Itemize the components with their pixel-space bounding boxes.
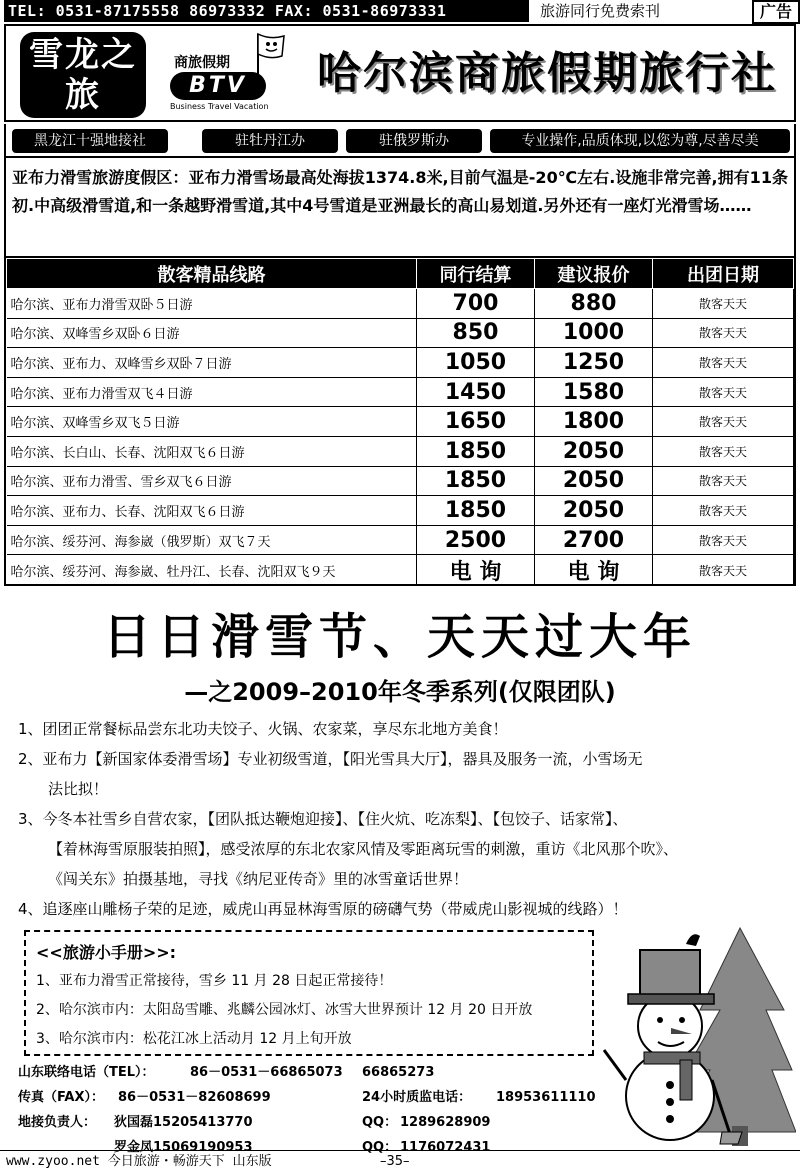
qq-2: 1176072431	[400, 1140, 491, 1155]
suggested-price-cell: 1250	[535, 348, 653, 378]
handbook-item: 2、哈尔滨市内：太阳岛雪雕、兆麟公园冰灯、冰雪大世界预计 12 月 20 日开放	[36, 1002, 533, 1018]
suggested-price-cell: 2050	[535, 436, 653, 466]
table-row	[7, 348, 794, 378]
qq-label-1: QQ：	[362, 1115, 398, 1130]
table-row	[7, 318, 794, 348]
departure-date-cell: 散客天天	[653, 407, 794, 437]
festival-title: 日日滑雪节、天天过大年	[102, 609, 697, 665]
logo-btv-cn: 商旅假期	[174, 55, 230, 71]
departure-date-cell: 散客天天	[653, 348, 794, 378]
table-row	[7, 525, 794, 555]
flag-icon	[252, 32, 286, 76]
company-name: 哈尔滨商旅假期旅行社	[317, 48, 777, 99]
route-cell: 哈尔滨、亚布力、长春、沈阳双飞６日游	[7, 496, 417, 526]
monitor-label: 24小时质监电话：	[362, 1090, 472, 1105]
tag-bar	[4, 124, 796, 158]
route-cell: 哈尔滨、亚布力滑雪双飞４日游	[7, 377, 417, 407]
table-row	[7, 436, 794, 466]
handbook-item: 1、亚布力滑雪正常接待，雪乡 11 月 28 日起正常接待！	[36, 973, 393, 989]
logo-btv-en: Business Travel Vacation	[170, 102, 269, 111]
net-price-cell: 1050	[417, 348, 535, 378]
net-price-cell: 1850	[417, 466, 535, 496]
festival-item: 1、团团正常餐标品尝东北功夫饺子、火锅、农家菜，享尽东北地方美食！	[18, 720, 508, 738]
route-cell: 哈尔滨、双峰雪乡双卧６日游	[7, 318, 417, 348]
manager-label: 地接负责人：	[18, 1115, 97, 1130]
table-row	[7, 555, 794, 587]
ad-label: 广告	[752, 0, 800, 24]
suggested-price-cell: 1580	[535, 377, 653, 407]
tag-item: 驻牡丹江办	[202, 129, 338, 153]
festival-item: 2、亚布力【新国家体委滑雪场】专业初级雪道，【阳光雪具大厅】，器具及服务一流，小雪场无	[18, 750, 643, 768]
monitor-number: 18953611110	[496, 1090, 596, 1105]
intro-label: 亚布力滑雪旅游度假区：	[12, 168, 189, 187]
festival-item: 【着林海雪原服装拍照】，感受浓厚的东北农家风情及零距离玩雪的刺激，重访《北风那个吹》、	[48, 840, 679, 858]
tag-item: 驻俄罗斯办	[346, 129, 482, 153]
festival-subtitle: —之2009–2010年冬季系列(仅限团队)	[184, 678, 616, 706]
header-date: 出团日期	[653, 259, 794, 289]
departure-date-cell: 散客天天	[653, 496, 794, 526]
tag-item: 专业操作,品质体现,以您为尊,尽善尽美	[490, 129, 790, 153]
contact-row	[18, 1085, 598, 1110]
departure-date-cell: 散客天天	[653, 466, 794, 496]
tag-item: 黑龙江十强地接社	[12, 129, 168, 153]
tel-1: 86－0531－66865073	[190, 1065, 343, 1080]
suggested-price-cell: 2700	[535, 525, 653, 555]
table-row	[7, 407, 794, 437]
logo-snow-dragon: 雪龙之旅	[20, 32, 146, 118]
handbook-item: 3、哈尔滨市内：松花江冰上活动月 12 月上旬开放	[36, 1031, 352, 1047]
contact-block	[18, 1060, 598, 1160]
suggested-price-cell: 2050	[535, 466, 653, 496]
contact-row	[18, 1060, 598, 1085]
tel-2: 66865273	[362, 1065, 435, 1080]
net-price-cell: 1850	[417, 496, 535, 526]
table-row	[7, 496, 794, 526]
suggested-price-cell: 电 询	[535, 555, 653, 587]
header-route: 散客精品线路	[7, 259, 417, 289]
table-header-row	[7, 259, 794, 289]
fax-number: 86－0531－82608699	[118, 1090, 271, 1105]
departure-date-cell: 散客天天	[653, 318, 794, 348]
festival-item: 法比拟！	[48, 780, 109, 798]
header-net: 同行结算	[417, 259, 535, 289]
top-bar	[0, 0, 800, 24]
handbook-title: <<旅游小手册>>:	[36, 943, 177, 962]
route-cell: 哈尔滨、亚布力滑雪双卧５日游	[7, 289, 417, 319]
departure-date-cell: 散客天天	[653, 525, 794, 555]
route-cell: 哈尔滨、绥芬河、海参崴、牡丹江、长春、沈阳双飞９天	[7, 555, 417, 587]
fax-label: 传真（FAX）：	[18, 1090, 104, 1105]
net-price-cell: 2500	[417, 525, 535, 555]
manager-2: 罗金凤15069190953	[114, 1140, 253, 1155]
header	[4, 24, 796, 122]
route-cell: 哈尔滨、双峰雪乡双飞５日游	[7, 407, 417, 437]
festival-item: 《闯关东》拍摄基地，寻找《纳尼亚传奇》里的冰雪童话世界！	[48, 870, 469, 888]
manager-1: 狄国磊15205413770	[114, 1115, 253, 1130]
departure-date-cell: 散客天天	[653, 555, 794, 587]
net-price-cell: 1650	[417, 407, 535, 437]
route-cell: 哈尔滨、长白山、长春、沈阳双飞６日游	[7, 436, 417, 466]
logo-btv	[166, 32, 292, 118]
suggested-price-cell: 880	[535, 289, 653, 319]
festival-items	[18, 714, 788, 924]
table-row	[7, 466, 794, 496]
page-number: –35–	[380, 1154, 410, 1169]
footer	[0, 1150, 800, 1172]
travel-handbook	[24, 930, 594, 1056]
tel-label: 山东联络电话（TEL）：	[18, 1065, 155, 1080]
table-row	[7, 377, 794, 407]
suggested-price-cell: 1000	[535, 318, 653, 348]
contact-row	[18, 1110, 598, 1135]
intro-text: 亚布力滑雪场最高处海拔1374.8米,目前气温是-20℃左右.设施非常完善,拥有11条初.中高级滑雪道,和一条越野滑雪道,其中4号雪道是亚洲最长的高山易划道.另外还有一座灯光滑雪场……	[12, 168, 788, 215]
suggested-price-cell: 2050	[535, 496, 653, 526]
top-contact: TEL: 0531-87175558 86973332 FAX: 0531-86973331	[4, 0, 529, 22]
departure-date-cell: 散客天天	[653, 377, 794, 407]
net-price-cell: 1450	[417, 377, 535, 407]
footer-site[interactable]: www.zyoo.net 今日旅游・畅游天下 山东版	[6, 1154, 272, 1169]
net-price-cell: 700	[417, 289, 535, 319]
departure-date-cell: 散客天天	[653, 436, 794, 466]
logo-btv-abbr: BTV	[170, 72, 266, 100]
top-slogan: 旅游同行免费索刊	[540, 2, 661, 20]
resort-intro	[4, 158, 796, 258]
table-row	[7, 289, 794, 319]
festival-item: 3、今冬本社雪乡自营农家，【团队抵达鞭炮迎接】、【住火炕、吃冻梨】、【包饺子、话家常】、	[18, 810, 628, 828]
qq-1: 1289628909	[400, 1115, 491, 1130]
net-price-cell: 电 询	[417, 555, 535, 587]
price-table	[4, 258, 796, 586]
route-cell: 哈尔滨、亚布力、双峰雪乡双卧７日游	[7, 348, 417, 378]
route-cell: 哈尔滨、亚布力滑雪、雪乡双飞６日游	[7, 466, 417, 496]
qq-label-2: QQ：	[362, 1140, 398, 1155]
header-price: 建议报价	[535, 259, 653, 289]
net-price-cell: 1850	[417, 436, 535, 466]
route-cell: 哈尔滨、绥芬河、海参崴（俄罗斯）双飞７天	[7, 525, 417, 555]
festival-item: 4、追逐座山雕杨子荣的足迹，威虎山再显林海雪原的磅礴气势（带威虎山影视城的线路）！	[18, 900, 628, 918]
snowman-illustration	[600, 920, 796, 1146]
net-price-cell: 850	[417, 318, 535, 348]
departure-date-cell: 散客天天	[653, 289, 794, 319]
suggested-price-cell: 1800	[535, 407, 653, 437]
